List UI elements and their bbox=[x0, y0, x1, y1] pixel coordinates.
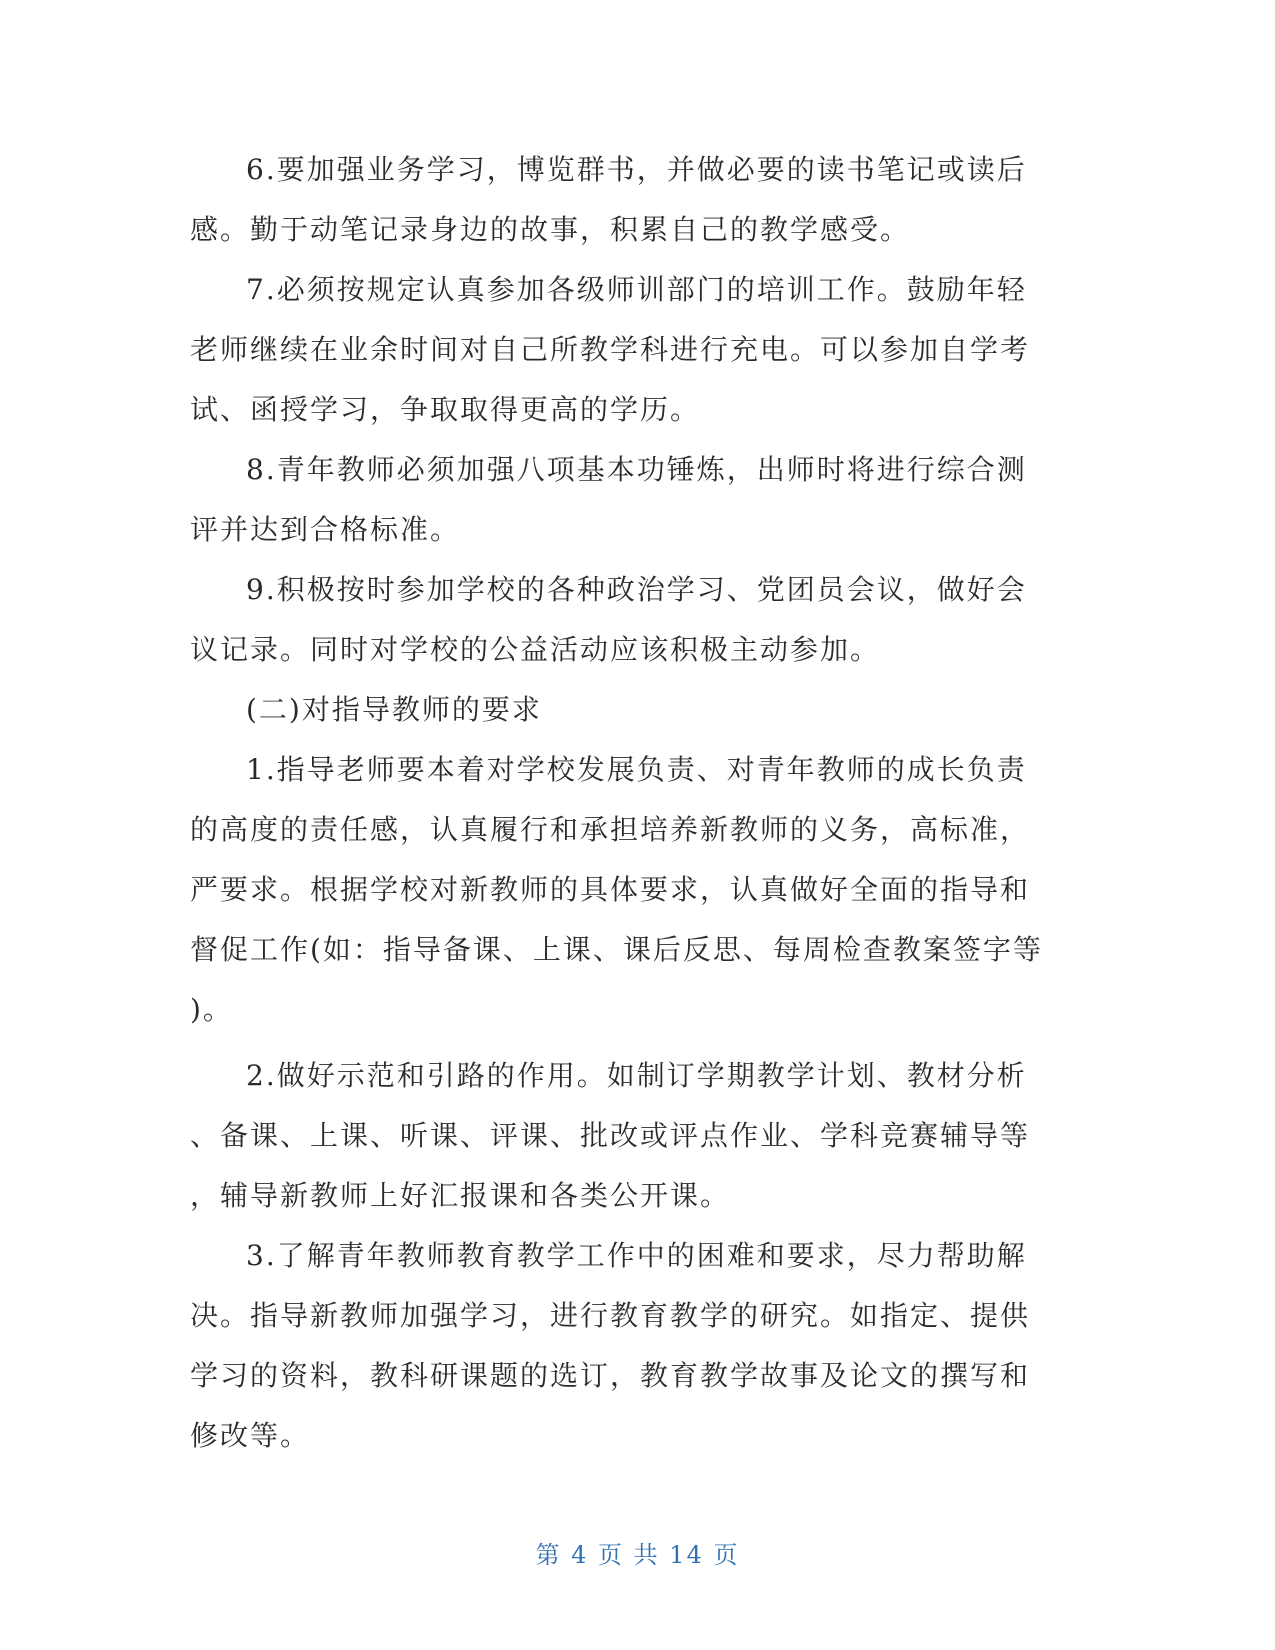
text-line: )。 bbox=[190, 993, 233, 1026]
text-line: 8.青年教师必须加强八项基本功锤炼，出师时将进行综合测 bbox=[246, 453, 1027, 486]
text-line: 1.指导老师要本着对学校发展负责、对青年教师的成长负责 bbox=[246, 753, 1027, 786]
text-line: 修改等。 bbox=[190, 1419, 311, 1452]
text-line: 老师继续在业余时间对自己所教学科进行充电。可以参加自学考 bbox=[190, 333, 1031, 366]
text-line: 试、函授学习，争取取得更高的学历。 bbox=[190, 393, 701, 426]
page-number-footer: 第 4 页 共 14 页 bbox=[535, 1541, 740, 1569]
text-line: 严要求。根据学校对新教师的具体要求，认真做好全面的指导和 bbox=[190, 873, 1031, 906]
text-line: 的高度的责任感，认真履行和承担培养新教师的义务，高标准， bbox=[190, 813, 1031, 846]
text-line: 学习的资料，教科研课题的选订，教育教学故事及论文的撰写和 bbox=[190, 1359, 1031, 1392]
text-line: 感。勤于动笔记录身边的故事，积累自己的教学感受。 bbox=[190, 213, 911, 246]
text-line: 7.必须按规定认真参加各级师训部门的培训工作。鼓励年轻 bbox=[246, 273, 1027, 306]
document-body bbox=[190, 140, 1070, 1466]
text-line: 2.做好示范和引路的作用。如制订学期教学计划、教材分析 bbox=[246, 1059, 1027, 1092]
text-line: 6.要加强业务学习，博览群书，并做必要的读书笔记或读后 bbox=[246, 153, 1027, 186]
text-line: 3.了解青年教师教育教学工作中的困难和要求，尽力帮助解 bbox=[246, 1239, 1027, 1272]
section-heading: (二)对指导教师的要求 bbox=[246, 693, 542, 726]
text-line: 评并达到合格标准。 bbox=[190, 513, 461, 546]
text-line: 9.积极按时参加学校的各种政治学习、党团员会议，做好会 bbox=[246, 573, 1027, 606]
text-line: ，辅导新教师上好汇报课和各类公开课。 bbox=[190, 1179, 731, 1212]
text-line: 督促工作(如：指导备课、上课、课后反思、每周检查教案签字等 bbox=[190, 933, 1043, 966]
text-line: 议记录。同时对学校的公益活动应该积极主动参加。 bbox=[190, 633, 881, 666]
text-line: 决。指导新教师加强学习，进行教育教学的研究。如指定、提供 bbox=[190, 1299, 1031, 1332]
text-line: 、备课、上课、听课、评课、批改或评点作业、学科竞赛辅导等 bbox=[190, 1119, 1031, 1152]
